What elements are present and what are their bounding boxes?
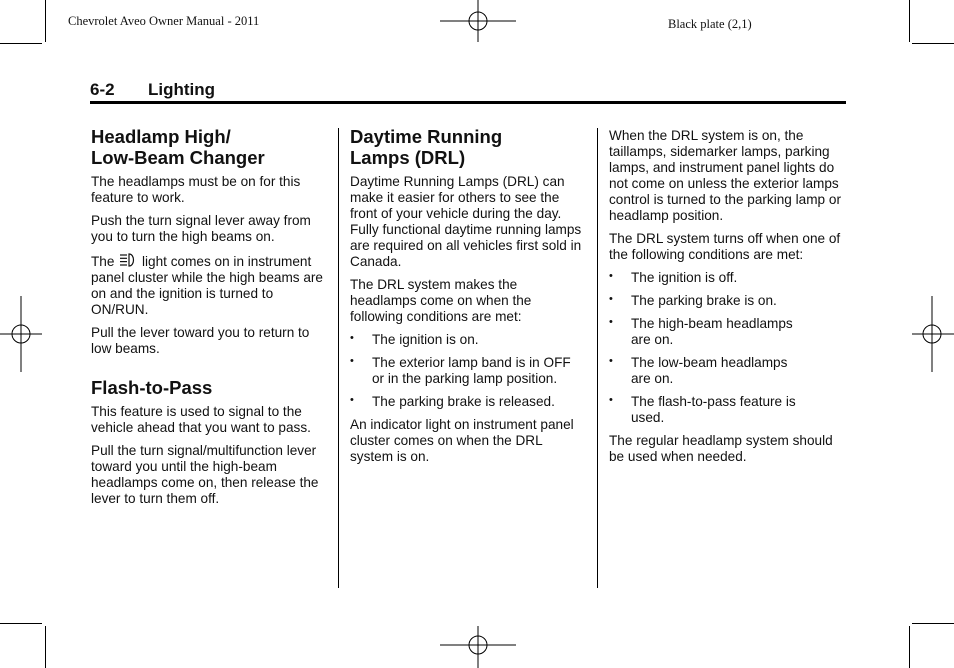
registration-mark-bottom (440, 626, 516, 668)
paragraph: An indicator light on instrument panel cluster comes on when the DRL system is on. (350, 417, 574, 464)
column-divider (338, 128, 339, 588)
paragraph: This feature is used to signal to the vehicle ahead that you want to pass. (91, 404, 311, 435)
list-item-text: The ignition is on. (372, 332, 479, 347)
paragraph-with-icon (91, 252, 331, 318)
crop-mark (909, 0, 910, 42)
crop-mark (912, 43, 954, 44)
running-header-left: Chevrolet Aveo Owner Manual - 2011 (68, 14, 260, 28)
bullet-icon: • (609, 293, 613, 305)
paragraph: Pull the turn signal/multifunction lever toward you until the high-beam headlamps come on, then release the lever to turn them off. (91, 443, 319, 506)
registration-mark-right (912, 296, 954, 372)
bullet-icon: • (609, 270, 613, 282)
heading-drl (350, 126, 586, 168)
list-item-text: The parking brake is on. (631, 293, 777, 308)
high-beam-indicator-icon (118, 252, 138, 268)
column-divider (597, 128, 598, 588)
list-item (350, 332, 586, 348)
column-1 (91, 126, 331, 514)
bullet-icon: • (609, 394, 613, 406)
list-item (350, 355, 586, 387)
list-item-text: The parking brake is released. (372, 394, 555, 409)
crop-mark (909, 626, 910, 668)
list-item (609, 394, 847, 426)
list-item (609, 355, 847, 387)
crop-mark (912, 623, 954, 624)
crop-mark (45, 0, 46, 42)
heading-line-2: Low-Beam Changer (91, 147, 265, 168)
list-item (609, 270, 847, 286)
crop-mark (0, 623, 42, 624)
running-header-right: Black plate (2,1) (668, 17, 752, 31)
paragraph-text: The (91, 254, 115, 269)
list-item-text: The low-beam headlamps are on. (631, 355, 788, 386)
heading-flash-to-pass: Flash-to-Pass (91, 377, 213, 398)
paragraph: The headlamps must be on for this feature to work. (91, 174, 301, 205)
bullet-icon: • (350, 332, 354, 344)
list-item-text: The flash-to-pass feature is used. (631, 394, 796, 425)
registration-mark-left (0, 296, 42, 372)
paragraph: Daytime Running Lamps (DRL) can make it easier for others to see the front of your vehicle during the day. Fully functional daytime running lamps are required on all vehicles first sold in Canada. (350, 174, 582, 269)
bullet-icon: • (609, 355, 613, 367)
paragraph-text: light comes on in instrument panel cluster while the high beams are on and the ignition is turned to ON/RUN. (91, 254, 323, 317)
heading-line-1: Daytime Running (350, 126, 503, 147)
bullet-icon: • (350, 355, 354, 367)
list-item-text: The exterior lamp band is in OFF or in the parking lamp position. (372, 355, 571, 386)
paragraph: The regular headlamp system should be used when needed. (609, 433, 833, 464)
heading-line-1: Headlamp High/ (91, 126, 231, 147)
registration-mark-top (440, 0, 516, 42)
heading-headlamp-changer (91, 126, 331, 168)
section-number: 6-2 (90, 80, 115, 99)
column-2 (350, 126, 586, 472)
section-rule (90, 101, 846, 104)
crop-mark (0, 43, 42, 44)
list-item-text: The high-beam headlamps are on. (631, 316, 793, 347)
section-title: Lighting (148, 80, 216, 99)
paragraph: When the DRL system is on, the taillamps, sidemarker lamps, parking lamps, and instrument panel lights do not come on unless the exterior lamps control is turned to the parking lamp or headlamp position. (609, 128, 841, 223)
paragraph: The DRL system makes the headlamps come on when the following conditions are met: (350, 277, 532, 324)
crop-mark (45, 626, 46, 668)
bullet-icon: • (609, 316, 613, 328)
heading-line-2: Lamps (DRL) (350, 147, 466, 168)
list-item (609, 316, 847, 348)
bullet-list (609, 270, 847, 426)
list-item-text: The ignition is off. (631, 270, 738, 285)
bullet-list (350, 332, 586, 410)
bullet-icon: • (350, 394, 354, 406)
paragraph: Pull the lever toward you to return to low beams. (91, 325, 310, 356)
column-3 (609, 128, 847, 472)
paragraph: The DRL system turns off when one of the following conditions are met: (609, 231, 841, 262)
paragraph: Push the turn signal lever away from you to turn the high beams on. (91, 213, 311, 244)
list-item (609, 293, 847, 309)
list-item (350, 394, 586, 410)
